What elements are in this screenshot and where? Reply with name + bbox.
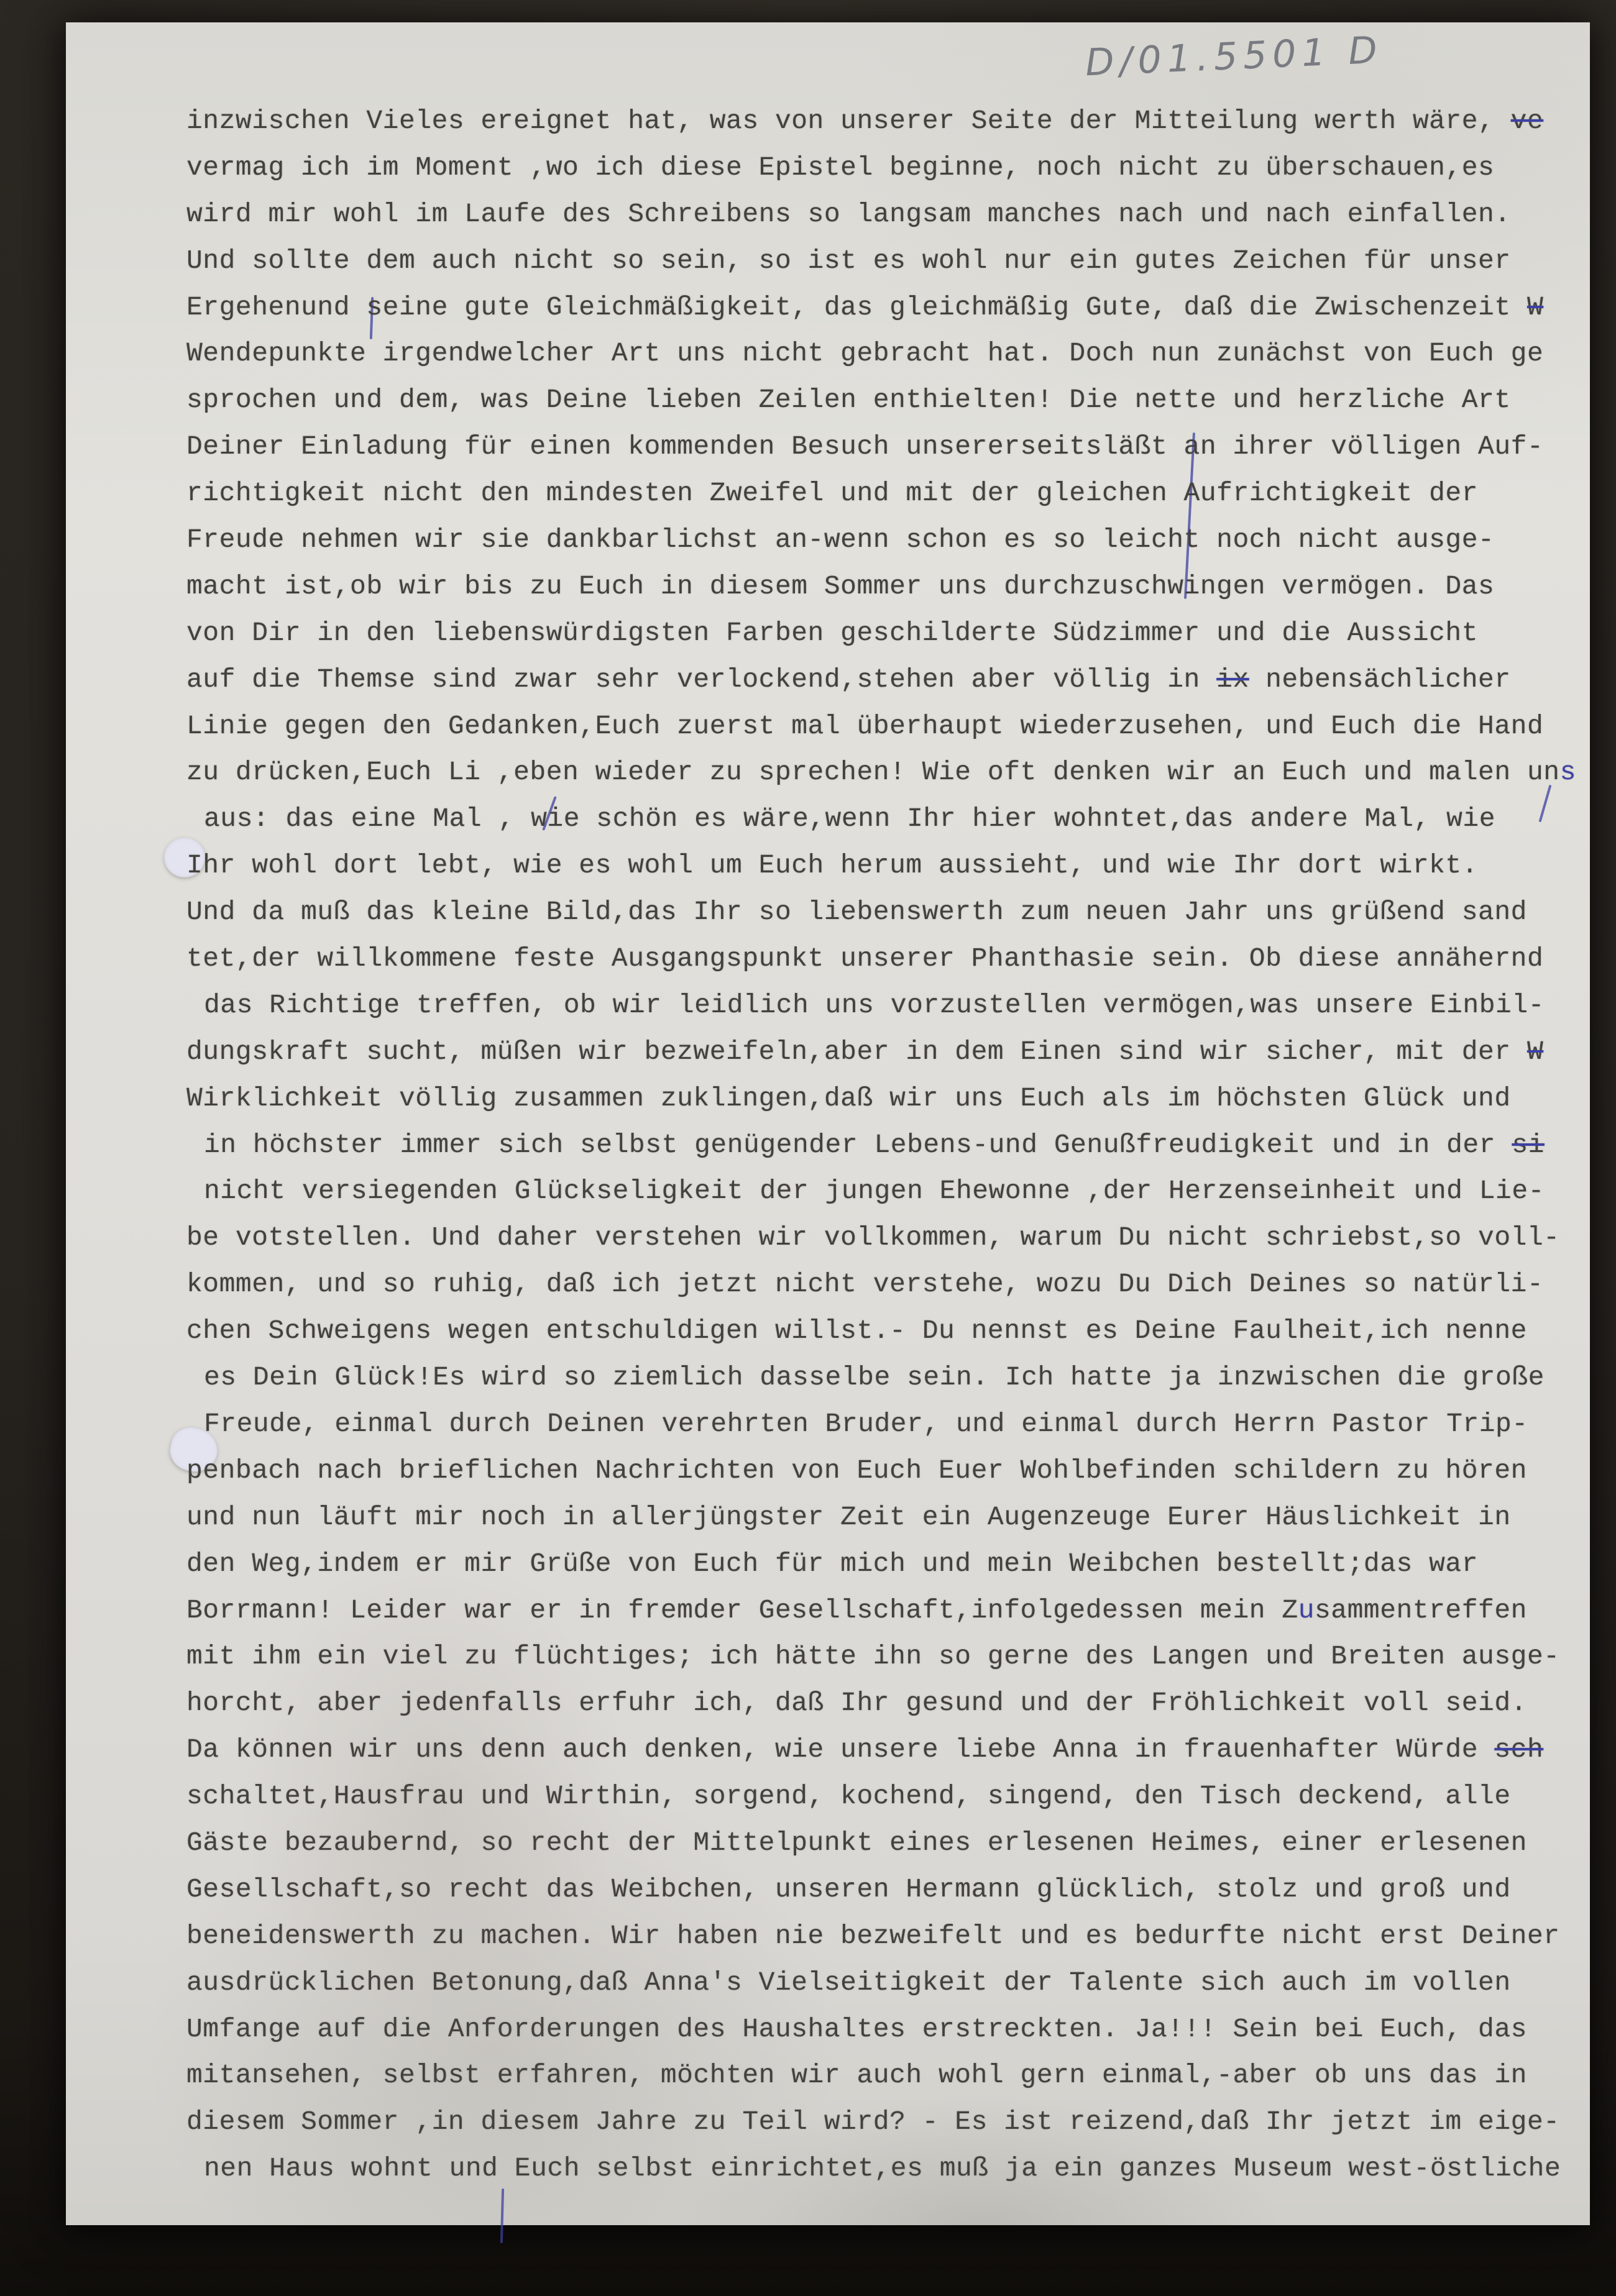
letter-page bbox=[66, 22, 1590, 2225]
typed-text: den Weg,indem er mir Grüße von Euch für mich und mein Weibchen bestellt;das war bbox=[186, 1548, 1479, 1579]
text-line bbox=[186, 1960, 1579, 2006]
typed-text: Wendepunkte irgendwelcher Art uns nicht gebracht hat. Doch nun zunächst von Euch ge bbox=[186, 338, 1544, 369]
typed-text: Freude nehmen wir sie dankbarlichst an-wenn schon es so leicht noch nicht ausge- bbox=[186, 524, 1495, 556]
text-line bbox=[186, 889, 1579, 936]
typed-text: nebensächlicher bbox=[1249, 664, 1511, 695]
typed-text: das Richtige treffen, ob wir leidlich uns vorzustellen vermögen,was unsere Einbil- bbox=[204, 989, 1545, 1020]
text-line bbox=[186, 2146, 1579, 2192]
text-line bbox=[186, 424, 1579, 470]
text-line bbox=[186, 1634, 1579, 1680]
typed-text: Wirklichkeit völlig zusammen zuklingen,daß wir uns Euch als im höchsten Glück und bbox=[186, 1082, 1511, 1114]
text-line bbox=[186, 703, 1579, 750]
text-line bbox=[186, 657, 1579, 703]
text-line bbox=[186, 98, 1579, 145]
pen-inserted-text: s bbox=[1559, 757, 1576, 788]
text-line bbox=[186, 1773, 1579, 1820]
typed-text: schaltet,Hausfrau und Wirthin, sorgend, kochend, singend, den Tisch deckend, alle bbox=[186, 1781, 1511, 1812]
text-line bbox=[186, 1168, 1579, 1215]
text-line bbox=[186, 936, 1579, 982]
text-line bbox=[186, 610, 1579, 657]
typed-text: Und sollte dem auch nicht so sein, so ist es wohl nur ein gutes Zeichen für unser bbox=[186, 245, 1511, 276]
text-line bbox=[186, 796, 1579, 843]
text-line bbox=[186, 1215, 1579, 1261]
text-line bbox=[186, 749, 1579, 796]
struck-text: si bbox=[1512, 1129, 1545, 1160]
text-line bbox=[186, 1867, 1579, 1913]
text-line bbox=[186, 1588, 1579, 1634]
typed-text: chen Schweigens wegen entschuldigen willst.- Du nennst es Deine Faulheit,ich nenne bbox=[186, 1315, 1527, 1347]
text-line bbox=[186, 1448, 1579, 1494]
struck-text: ve bbox=[1510, 106, 1544, 136]
typed-text: mitansehen, selbst erfahren, möchten wir auch wohl gern einmal,-aber ob uns das in bbox=[186, 2060, 1527, 2091]
typed-text: in höchster immer sich selbst genügender Lebens-und Genußfreudigkeit und in der bbox=[204, 1129, 1512, 1160]
text-line bbox=[186, 1913, 1579, 1960]
text-line bbox=[186, 377, 1579, 424]
typed-text: Gesellschaft,so recht das Weibchen, unseren Hermann glücklich, stolz und groß und bbox=[186, 1873, 1511, 1905]
typed-text: be votstellen. Und daher verstehen wir vollkommen, warum Du nicht schriebst,so voll- bbox=[186, 1222, 1560, 1253]
text-line bbox=[186, 1494, 1579, 1541]
text-line bbox=[186, 982, 1579, 1029]
text-line bbox=[186, 517, 1579, 564]
typed-text: Umfange auf die Anforderungen des Haushaltes erstreckten. Ja!!! Sein bei Euch, das bbox=[186, 2013, 1527, 2044]
struck-text: W bbox=[1526, 291, 1544, 322]
text-line bbox=[186, 1029, 1579, 1076]
text-line bbox=[186, 285, 1579, 331]
typed-text: auf die Themse sind zwar sehr verlockend,stehen aber völlig in bbox=[186, 664, 1217, 695]
typed-text: und nun läuft mir noch in allerjüngster Zeit ein Augenzeuge Eurer Häuslichkeit in bbox=[186, 1501, 1511, 1532]
text-line bbox=[186, 2099, 1579, 2146]
text-line bbox=[186, 564, 1579, 610]
text-line bbox=[186, 1261, 1579, 1308]
typed-text: Ihr wohl dort lebt, wie es wohl um Euch herum aussieht, und wie Ihr dort wirkt. bbox=[186, 850, 1479, 881]
typed-text: Deiner Einladung für einen kommenden Besuch unsererseitsläßt an ihrer völligen Auf- bbox=[186, 431, 1544, 462]
typed-text: ausdrücklichen Betonung,daß Anna's Vielseitigkeit der Talente sich auch im vollen bbox=[186, 1967, 1511, 1998]
typed-text: zu drücken,Euch Li ,eben wieder zu sprechen! Wie oft denken wir an Euch und malen un bbox=[186, 757, 1560, 788]
typed-text: von Dir in den liebenswürdigsten Farben geschilderte Südzimmer und die Aussicht bbox=[186, 617, 1479, 648]
struck-text: W bbox=[1526, 1036, 1544, 1067]
text-line bbox=[186, 145, 1579, 191]
archive-number-annotation: D/01.5501 D bbox=[1084, 28, 1384, 85]
pen-inserted-text: u bbox=[1298, 1594, 1315, 1626]
typed-text: Gäste bezaubernd, so recht der Mittelpunkt eines erlesenen Heimes, einer erlesenen bbox=[186, 1827, 1527, 1858]
typed-text: inzwischen Vieles ereignet hat, was von unserer Seite der Mitteilung werth wäre, bbox=[186, 106, 1511, 136]
typed-text: es Dein Glück!Es wird so ziemlich dasselbe sein. Ich hatte ja inzwischen die große bbox=[204, 1362, 1545, 1393]
typed-text: kommen, und so ruhig, daß ich jetzt nicht verstehe, wozu Du Dich Deines so natürli- bbox=[186, 1269, 1544, 1300]
text-line bbox=[186, 331, 1579, 377]
text-line bbox=[186, 1076, 1579, 1122]
text-line bbox=[186, 1122, 1579, 1169]
typed-text: nen Haus wohnt und Euch selbst einrichtet,es muß ja ein ganzes Museum west-östliche bbox=[204, 2153, 1561, 2184]
text-line bbox=[186, 1727, 1579, 1773]
text-line bbox=[186, 238, 1579, 285]
text-line bbox=[186, 1541, 1579, 1588]
letter-body bbox=[186, 98, 1579, 2192]
text-line bbox=[186, 2052, 1579, 2099]
typed-text: sprochen und dem, was Deine lieben Zeilen enthielten! Die nette und herzliche Art bbox=[186, 385, 1511, 416]
typed-text: Freude, einmal durch Deinen verehrten Bruder, und einmal durch Herrn Pastor Trip- bbox=[204, 1408, 1528, 1439]
typed-text: Borrmann! Leider war er in fremder Gesellschaft,infolgedessen mein Z bbox=[186, 1594, 1298, 1626]
struck-text: ix bbox=[1216, 664, 1249, 695]
text-line bbox=[186, 843, 1579, 889]
typed-text: horcht, aber jedenfalls erfuhr ich, daß Ihr gesund und der Fröhlichkeit voll seid. bbox=[186, 1688, 1527, 1719]
text-line bbox=[186, 1401, 1579, 1448]
typed-text: sammentreffen bbox=[1315, 1594, 1527, 1626]
text-line bbox=[186, 2006, 1579, 2053]
typed-text: Linie gegen den Gedanken,Euch zuerst mal überhaupt wiederzusehen, und Euch die Hand bbox=[186, 710, 1544, 741]
text-line bbox=[186, 470, 1579, 517]
text-line bbox=[186, 191, 1579, 238]
typed-text: dungskraft sucht, müßen wir bezweifeln,aber in dem Einen sind wir sicher, mit der bbox=[186, 1036, 1527, 1067]
typed-text: Ergehenund seine gute Gleichmäßigkeit, das gleichmäßig Gute, daß die Zwischenzeit bbox=[186, 291, 1527, 322]
typed-text: Da können wir uns denn auch denken, wie unsere liebe Anna in frauenhafter Würde bbox=[186, 1734, 1495, 1765]
typed-text: nicht versiegenden Glückseligkeit der jungen Ehewonne ,der Herzenseinheit und Lie- bbox=[204, 1176, 1545, 1207]
text-line bbox=[186, 1680, 1579, 1727]
text-line bbox=[186, 1355, 1579, 1401]
typed-text: diesem Sommer ,in diesem Jahre zu Teil wird? - Es ist reizend,daß Ihr jetzt im eige- bbox=[186, 2106, 1560, 2138]
typed-text: wird mir wohl im Laufe des Schreibens so langsam manches nach und nach einfallen. bbox=[186, 198, 1511, 229]
typed-text: mit ihm ein viel zu flüchtiges; ich hätte ihn so gerne des Langen und Breiten ausge- bbox=[186, 1641, 1560, 1672]
text-line bbox=[186, 1820, 1579, 1867]
typed-text: beneidenswerth zu machen. Wir haben nie bezweifelt und es bedurfte nicht erst Deiner bbox=[186, 1920, 1560, 1951]
typed-text: macht ist,ob wir bis zu Euch in diesem Sommer uns durchzuschwingen vermögen. Das bbox=[186, 570, 1495, 601]
typed-text: aus: das eine Mal , wie schön es wäre,wenn Ihr hier wohntet,das andere Mal, wie bbox=[204, 803, 1496, 835]
typed-text: Und da muß das kleine Bild,das Ihr so liebenswerth zum neuen Jahr uns grüßend sand bbox=[186, 897, 1527, 928]
typed-text: tet,der willkommene feste Ausgangspunkt unserer Phanthasie sein. Ob diese annähernd bbox=[186, 943, 1544, 974]
text-line bbox=[186, 1308, 1579, 1355]
typed-text: vermag ich im Moment ,wo ich diese Epistel beginne, noch nicht zu überschauen,es bbox=[186, 152, 1495, 183]
pen-word-divider-mark bbox=[500, 2189, 504, 2243]
typed-text: richtigkeit nicht den mindesten Zweifel und mit der gleichen Aufrichtigkeit der bbox=[186, 478, 1479, 509]
typed-text: penbach nach brieflichen Nachrichten von Euch Euer Wohlbefinden schildern zu hören bbox=[186, 1455, 1527, 1486]
struck-text: sch bbox=[1494, 1734, 1544, 1765]
